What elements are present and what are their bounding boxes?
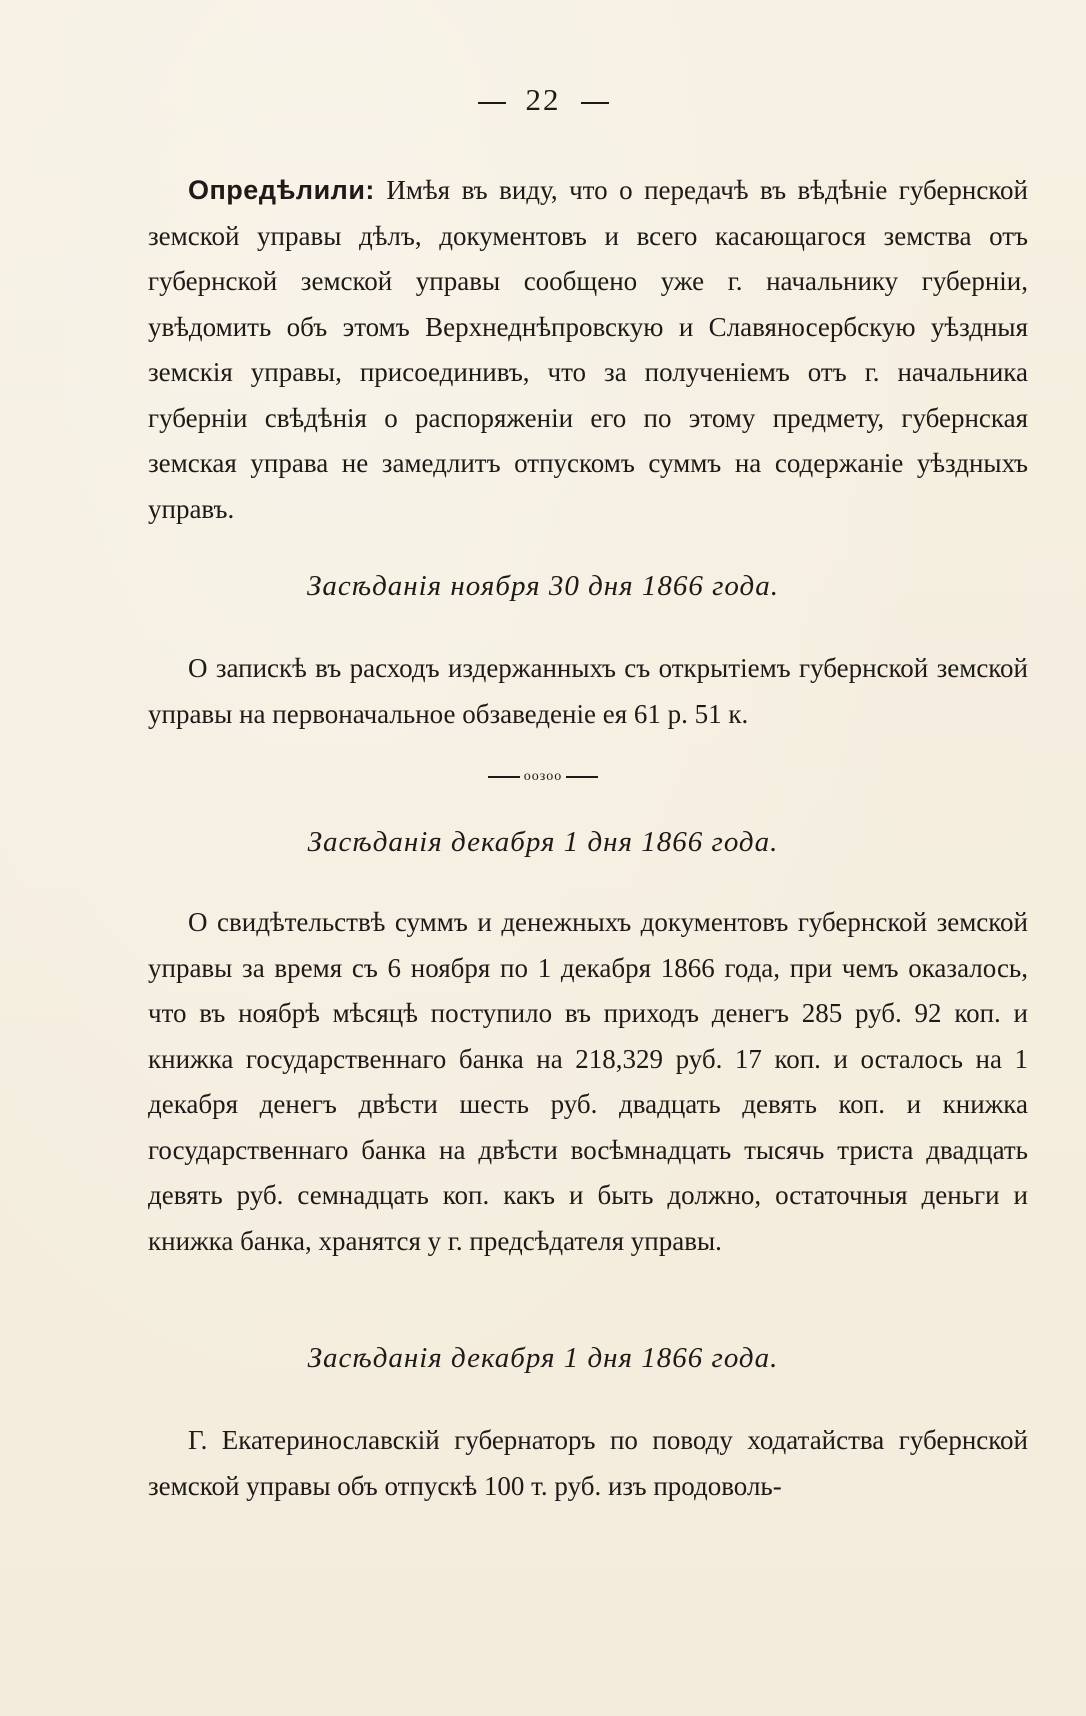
heading-1: Засѣданія ноября 30 дня 1866 года. <box>307 570 779 602</box>
section-1-text: Имѣя въ виду, что о передачѣ въ вѣдѣніе губернской земской управы дѣлъ, документовъ и всего касающагося земства отъ губернской земской управы сообщено уже г. начальнику губерніи, увѣдомить объ этомъ Верхнеднѣпровскую и Славяносербскую уѣздныя земскія управы, присоединивъ, что за полученіемъ отъ г. начальника губерніи свѣдѣнія о распоряженіи его по этому предмету, губернская земская управа не замедлитъ отпускомъ суммъ на содержаніе уѣздныхъ управъ. <box>148 175 1029 524</box>
heading-3: Засѣданія декабря 1 дня 1866 года. <box>307 1342 779 1374</box>
page-number: 22 <box>525 82 561 117</box>
section-4-paragraph: Г. Екатеринославскій губернаторъ по поводу ходатайства губернской земской управы объ отпускѣ 100 т. руб. изъ продоволь- <box>148 1425 1028 1501</box>
left-dash <box>478 102 506 104</box>
page-number-header <box>0 82 1086 118</box>
section-1 <box>148 168 1028 532</box>
right-dash <box>581 102 609 104</box>
section-2 <box>148 646 1028 737</box>
heading-2: Засѣданія декабря 1 дня 1866 года. <box>307 826 779 858</box>
ornament-line-left <box>488 776 520 778</box>
ornament-line-right <box>566 776 598 778</box>
section-1-lead: Опредѣлили: <box>188 175 375 205</box>
section-4 <box>148 1418 1028 1509</box>
section-2-paragraph: О запискѣ въ расходъ издержанныхъ съ открытіемъ губернской земской управы на первоначальное обзаведеніе ея 61 р. 51 к. <box>148 653 1028 729</box>
ornament-divider <box>0 770 1086 784</box>
section-3 <box>148 900 1028 1264</box>
ornament-glyph: ooзoo <box>523 769 563 784</box>
section-1-paragraph <box>148 168 1028 532</box>
section-3-paragraph: О свидѣтельствѣ суммъ и денежныхъ документовъ губернской земской управы за время съ 6 ноября по 1 декабря 1866 года, при чемъ оказалось, что въ ноябрѣ мѣсяцѣ поступило въ приходъ денегъ 285 руб. 92 коп. и книжка государственнаго банка на 218,329 руб. 17 коп. и осталось на 1 декабря денегъ двѣсти шесть руб. двадцать девять коп. и книжка государственнаго банка на двѣсти восѣмнадцать тысячь триста двадцать девять руб. семнадцать коп. какъ и быть должно, остаточныя деньги и книжка банка, хранятся у г. предсѣдателя управы. <box>148 907 1028 1256</box>
